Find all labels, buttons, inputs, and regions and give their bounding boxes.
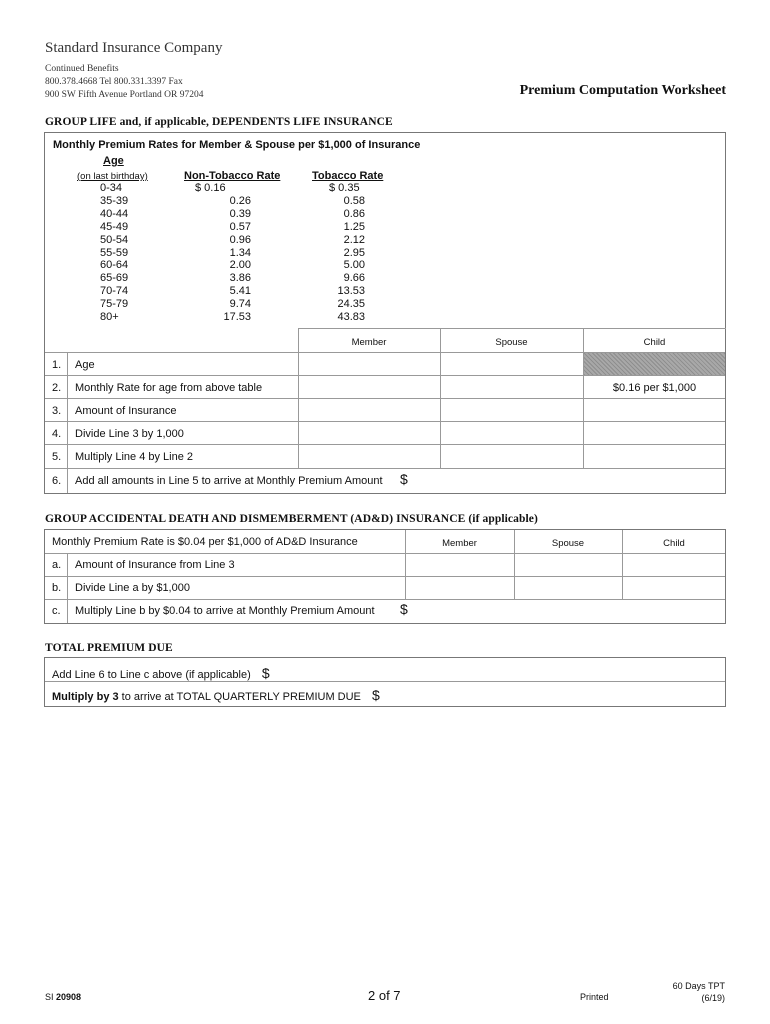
total-line1 [52, 665, 270, 681]
age-note: (on last birthday) [77, 171, 148, 182]
non-tobacco-rate: 9.74 [229, 298, 251, 311]
non-tobacco-rate: 0.57 [229, 220, 251, 233]
line-num: 6. [52, 475, 62, 487]
contact-info [45, 63, 204, 102]
add-worksheet-box [44, 529, 726, 624]
tpt-info [673, 980, 725, 1004]
form-number [45, 992, 81, 1002]
tobacco-rate: 2.95 [343, 246, 365, 259]
line-label: Age [75, 359, 95, 371]
non-tobacco-rate: 3.86 [229, 272, 251, 285]
total-line2-bold: Multiply by 3 [52, 691, 119, 703]
line6-dollar: $ [400, 471, 408, 487]
child-rate-value: $0.16 per $1,000 [612, 382, 697, 394]
add-col-member: Member [442, 538, 477, 549]
tobacco-rate: $ 0.35 [329, 182, 360, 194]
add-section-title: GROUP ACCIDENTAL DEATH AND DISMEMBERMENT (AD&D) INSURANCE (if applicable) [45, 513, 538, 525]
non-tobacco-rate: 2.00 [229, 259, 251, 272]
age-value: 0-34 [100, 182, 123, 194]
age-value: 80+ [100, 311, 119, 324]
tobacco-rate: 0.58 [343, 194, 365, 207]
non-tobacco-column [195, 182, 251, 324]
age-heading: Age [103, 155, 124, 167]
revision-date: (6/19) [701, 993, 725, 1003]
col-spouse: Spouse [495, 337, 528, 348]
total-line2-text: to arrive at TOTAL QUARTERLY PREMIUM DUE [118, 691, 361, 703]
add-line-num: a. [52, 559, 62, 571]
contact-line: 800.378.4668 Tel 800.331.3397 Fax [45, 77, 183, 87]
line-label: Add all amounts in Line 5 to arrive at Monthly Premium Amount [75, 475, 383, 487]
add-line-label: Amount of Insurance from Line 3 [75, 559, 235, 571]
add-rate-text: Monthly Premium Rate is $0.04 per $1,000 of AD&D Insurance [52, 536, 358, 548]
printed-label: Printed [580, 992, 609, 1002]
tobacco-heading: Tobacco Rate [312, 170, 384, 182]
page-number: 2 of 7 [368, 988, 401, 1003]
col-member: Member [351, 337, 387, 348]
add-line-label: Divide Line a by $1,000 [75, 582, 190, 594]
linec-dollar: $ [400, 601, 408, 617]
age-value: 75-79 [100, 298, 129, 311]
tobacco-rate: 5.00 [343, 259, 365, 272]
rates-heading: Monthly Premium Rates for Member & Spouse per $1,000 of Insurance [53, 139, 421, 151]
non-tobacco-rate: 0.39 [229, 207, 251, 220]
non-tobacco-rate: 5.41 [229, 285, 251, 298]
document-title: Premium Computation Worksheet [519, 83, 726, 98]
age-value: 45-49 [100, 220, 129, 233]
add-line-num: b. [52, 582, 62, 594]
line-num: 2. [52, 382, 62, 394]
tobacco-rate: 2.12 [343, 233, 365, 246]
tobacco-rate: 0.86 [343, 207, 365, 220]
line-label: Divide Line 3 by 1,000 [75, 428, 184, 440]
age-value: 35-39 [100, 194, 129, 207]
life-worksheet-box [44, 132, 726, 494]
tpt-label: 60 Days TPT [672, 981, 725, 991]
non-tobacco-rate: 0.26 [229, 194, 251, 207]
non-tobacco-rate: $ 0.16 [195, 182, 226, 194]
total-line2-dollar: $ [371, 687, 380, 703]
line-num: 5. [52, 451, 62, 463]
tobacco-rate: 24.35 [337, 298, 365, 311]
tobacco-rate: 43.83 [337, 311, 365, 324]
add-line-label: Multiply Line b by $0.04 to arrive at Monthly Premium Amount [75, 605, 375, 617]
total-line1-text: Add Line 6 to Line c above (if applicable) [52, 669, 251, 681]
tobacco-rate: 13.53 [337, 285, 365, 298]
add-col-spouse: Spouse [551, 538, 585, 549]
age-value: 60-64 [100, 259, 129, 272]
total-line1-dollar: $ [261, 665, 270, 681]
child-age-shaded-cell [584, 353, 725, 375]
age-value: 50-54 [100, 233, 129, 246]
age-value: 55-59 [100, 246, 129, 259]
age-value: 40-44 [100, 207, 129, 220]
add-line-num: c. [52, 605, 61, 617]
line-num: 1. [52, 359, 62, 371]
tobacco-rate: 9.66 [343, 272, 365, 285]
contact-line: 900 SW Fifth Avenue Portland OR 97204 [45, 90, 204, 100]
company-name: Standard Insurance Company [45, 40, 223, 56]
life-section-title: GROUP LIFE and, if applicable, DEPENDENTS LIFE INSURANCE [45, 116, 393, 128]
line-num: 3. [52, 405, 62, 417]
form-number-value: 20908 [56, 992, 82, 1002]
non-tobacco-rate: 0.96 [229, 233, 251, 246]
line-label: Amount of Insurance [75, 405, 177, 417]
age-value: 70-74 [100, 285, 129, 298]
non-tobacco-rate: 17.53 [223, 311, 251, 324]
form-prefix: SI [45, 992, 54, 1002]
line-num: 4. [52, 428, 62, 440]
total-box [44, 657, 726, 707]
line-label: Multiply Line 4 by Line 2 [75, 451, 194, 463]
age-column [100, 182, 128, 324]
total-section-title: TOTAL PREMIUM DUE [45, 642, 173, 654]
add-col-child: Child [663, 538, 685, 549]
col-child: Child [643, 337, 666, 348]
tobacco-column [327, 182, 365, 324]
non-tobacco-rate: 1.34 [229, 246, 251, 259]
total-line2 [52, 687, 380, 703]
tobacco-rate: 1.25 [343, 220, 365, 233]
contact-line: Continued Benefits [45, 64, 119, 74]
non-tobacco-heading: Non-Tobacco Rate [184, 170, 281, 182]
line-label: Monthly Rate for age from above table [75, 382, 263, 394]
age-value: 65-69 [100, 272, 129, 285]
